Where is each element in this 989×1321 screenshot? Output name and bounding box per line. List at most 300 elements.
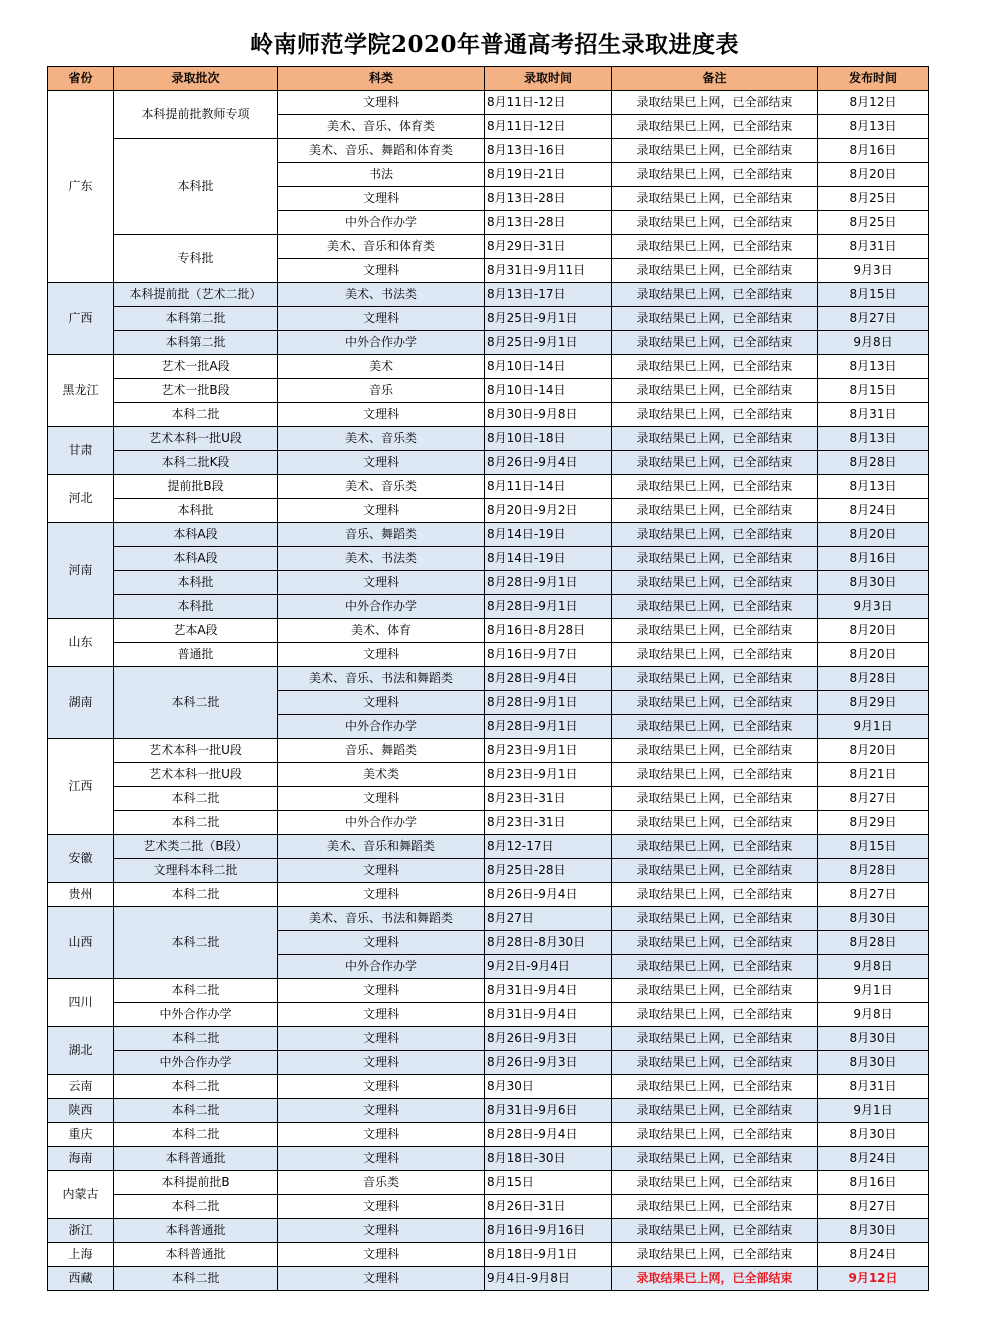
publish-time-cell: 8月30日 — [818, 907, 929, 931]
publish-time-cell: 8月16日 — [818, 1171, 929, 1195]
admission-time-cell: 8月16日-8月28日 — [485, 619, 612, 643]
admission-time-cell: 8月31日-9月4日 — [485, 979, 612, 1003]
province-cell: 湖南 — [48, 667, 114, 739]
batch-cell: 本科二批 — [114, 979, 278, 1003]
subject-cell: 文理科 — [278, 1051, 485, 1075]
table-row — [48, 1195, 929, 1219]
table-row — [48, 1243, 929, 1267]
table-row — [48, 427, 929, 451]
province-cell: 湖北 — [48, 1027, 114, 1075]
subject-cell: 美术、音乐和舞蹈类 — [278, 835, 485, 859]
batch-cell: 本科批 — [114, 139, 278, 235]
publish-time-cell: 8月27日 — [818, 1195, 929, 1219]
admission-time-cell: 8月23日-9月1日 — [485, 739, 612, 763]
table-row — [48, 787, 929, 811]
batch-cell: 本科二批 — [114, 1267, 278, 1291]
publish-time-cell: 8月24日 — [818, 1147, 929, 1171]
table-row — [48, 667, 929, 691]
note-cell: 录取结果已上网，已全部结束 — [612, 211, 818, 235]
table-row — [48, 643, 929, 667]
admission-time-cell: 8月31日-9月4日 — [485, 1003, 612, 1027]
admission-time-cell: 8月29日-31日 — [485, 235, 612, 259]
batch-cell: 艺术本科一批U段 — [114, 739, 278, 763]
subject-cell: 文理科 — [278, 931, 485, 955]
publish-time-cell: 8月15日 — [818, 379, 929, 403]
publish-time-cell: 8月31日 — [818, 1075, 929, 1099]
table-row — [48, 883, 929, 907]
subject-cell: 美术、体育 — [278, 619, 485, 643]
publish-time-cell: 8月15日 — [818, 283, 929, 307]
batch-cell: 提前批B段 — [114, 475, 278, 499]
admission-time-cell: 8月11日-14日 — [485, 475, 612, 499]
admission-time-cell: 8月26日-31日 — [485, 1195, 612, 1219]
province-cell: 海南 — [48, 1147, 114, 1171]
subject-cell: 文理科 — [278, 1195, 485, 1219]
publish-time-cell: 8月20日 — [818, 739, 929, 763]
batch-cell: 本科批 — [114, 595, 278, 619]
admission-time-cell: 8月20日-9月2日 — [485, 499, 612, 523]
batch-cell: 本科二批 — [114, 811, 278, 835]
admission-time-cell: 8月10日-14日 — [485, 355, 612, 379]
province-cell: 安徽 — [48, 835, 114, 883]
publish-time-cell: 8月30日 — [818, 571, 929, 595]
province-cell: 四川 — [48, 979, 114, 1027]
admission-time-cell: 8月14日-19日 — [485, 547, 612, 571]
table-row — [48, 1219, 929, 1243]
batch-cell: 艺术本科一批U段 — [114, 427, 278, 451]
admission-time-cell: 9月4日-9月8日 — [485, 1267, 612, 1291]
note-cell: 录取结果已上网，已全部结束 — [612, 835, 818, 859]
subject-cell: 文理科 — [278, 1027, 485, 1051]
publish-time-cell: 8月28日 — [818, 667, 929, 691]
table-row — [48, 907, 929, 931]
subject-cell: 文理科 — [278, 259, 485, 283]
publish-time-cell: 8月20日 — [818, 523, 929, 547]
batch-cell: 本科二批 — [114, 667, 278, 739]
subject-cell: 美术、音乐、舞蹈和体育类 — [278, 139, 485, 163]
header-publish-time: 发布时间 — [818, 67, 929, 91]
subject-cell: 文理科 — [278, 403, 485, 427]
publish-time-cell: 9月3日 — [818, 595, 929, 619]
admission-time-cell: 8月23日-9月1日 — [485, 763, 612, 787]
note-cell: 录取结果已上网，已全部结束 — [612, 595, 818, 619]
table-row — [48, 283, 929, 307]
note-cell: 录取结果已上网，已全部结束 — [612, 139, 818, 163]
batch-cell: 中外合作办学 — [114, 1051, 278, 1075]
admission-progress-table — [47, 66, 929, 1291]
publish-time-cell: 8月20日 — [818, 163, 929, 187]
admission-time-cell: 8月31日-9月11日 — [485, 259, 612, 283]
subject-cell: 美术、音乐类 — [278, 427, 485, 451]
publish-time-cell: 8月28日 — [818, 451, 929, 475]
subject-cell: 文理科 — [278, 1099, 485, 1123]
publish-time-cell: 8月15日 — [818, 835, 929, 859]
publish-time-cell: 8月30日 — [818, 1219, 929, 1243]
batch-cell: 艺术一批A段 — [114, 355, 278, 379]
province-cell: 江西 — [48, 739, 114, 835]
table-row — [48, 571, 929, 595]
note-cell: 录取结果已上网，已全部结束 — [612, 1171, 818, 1195]
publish-time-cell: 9月8日 — [818, 1003, 929, 1027]
publish-time-cell: 8月25日 — [818, 211, 929, 235]
publish-time-cell: 8月20日 — [818, 619, 929, 643]
subject-cell: 文理科 — [278, 1003, 485, 1027]
note-cell: 录取结果已上网，已全部结束 — [612, 1123, 818, 1147]
province-cell: 广西 — [48, 283, 114, 355]
table-row — [48, 235, 929, 259]
admission-time-cell: 8月18日-30日 — [485, 1147, 612, 1171]
admission-time-cell: 8月25日-9月1日 — [485, 331, 612, 355]
subject-cell: 美术、音乐类 — [278, 475, 485, 499]
publish-time-cell: 8月30日 — [818, 1027, 929, 1051]
publish-time-cell: 8月30日 — [818, 1051, 929, 1075]
batch-cell: 文理科本科二批 — [114, 859, 278, 883]
note-cell: 录取结果已上网，已全部结束 — [612, 499, 818, 523]
publish-time-cell: 8月21日 — [818, 763, 929, 787]
province-cell: 甘肃 — [48, 427, 114, 475]
batch-cell: 本科二批 — [114, 787, 278, 811]
batch-cell: 艺术类二批（B段） — [114, 835, 278, 859]
subject-cell: 文理科 — [278, 571, 485, 595]
publish-time-cell: 8月16日 — [818, 547, 929, 571]
admission-time-cell: 8月13日-28日 — [485, 211, 612, 235]
note-cell: 录取结果已上网，已全部结束 — [612, 379, 818, 403]
admission-time-cell: 8月28日-9月1日 — [485, 691, 612, 715]
subject-cell: 音乐、舞蹈类 — [278, 523, 485, 547]
subject-cell: 美术、书法类 — [278, 283, 485, 307]
note-cell: 录取结果已上网，已全部结束 — [612, 1003, 818, 1027]
note-cell: 录取结果已上网，已全部结束 — [612, 715, 818, 739]
subject-cell: 文理科 — [278, 451, 485, 475]
admission-time-cell: 8月13日-17日 — [485, 283, 612, 307]
admission-time-cell: 8月15日 — [485, 1171, 612, 1195]
admission-time-cell: 8月26日-9月4日 — [485, 451, 612, 475]
province-cell: 贵州 — [48, 883, 114, 907]
subject-cell: 音乐 — [278, 379, 485, 403]
table-row — [48, 1099, 929, 1123]
publish-time-cell: 8月28日 — [818, 859, 929, 883]
table-row — [48, 355, 929, 379]
header-province: 省份 — [48, 67, 114, 91]
publish-time-cell: 9月1日 — [818, 979, 929, 1003]
note-cell: 录取结果已上网，已全部结束 — [612, 931, 818, 955]
admission-time-cell: 8月11日-12日 — [485, 115, 612, 139]
admission-time-cell: 8月10日-18日 — [485, 427, 612, 451]
publish-time-cell: 9月3日 — [818, 259, 929, 283]
province-cell: 上海 — [48, 1243, 114, 1267]
note-cell: 录取结果已上网，已全部结束 — [612, 979, 818, 1003]
subject-cell: 文理科 — [278, 1147, 485, 1171]
admission-time-cell: 8月28日-8月30日 — [485, 931, 612, 955]
table-row — [48, 1075, 929, 1099]
table-row — [48, 1171, 929, 1195]
table-row — [48, 763, 929, 787]
subject-cell: 文理科 — [278, 643, 485, 667]
publish-time-cell: 8月29日 — [818, 691, 929, 715]
batch-cell: 本科普通批 — [114, 1243, 278, 1267]
publish-time-cell: 8月31日 — [818, 235, 929, 259]
batch-cell: 本科普通批 — [114, 1147, 278, 1171]
table-row — [48, 451, 929, 475]
note-cell: 录取结果已上网，已全部结束 — [612, 571, 818, 595]
table-row — [48, 739, 929, 763]
header-batch: 录取批次 — [114, 67, 278, 91]
note-cell: 录取结果已上网，已全部结束 — [612, 259, 818, 283]
table-row — [48, 1267, 929, 1291]
publish-time-cell: 8月27日 — [818, 787, 929, 811]
subject-cell: 文理科 — [278, 1267, 485, 1291]
admission-time-cell: 8月28日-9月1日 — [485, 595, 612, 619]
note-cell: 录取结果已上网，已全部结束 — [612, 1243, 818, 1267]
note-cell: 录取结果已上网，已全部结束 — [612, 1267, 818, 1291]
batch-cell: 本科批 — [114, 571, 278, 595]
subject-cell: 美术、音乐、体育类 — [278, 115, 485, 139]
note-cell: 录取结果已上网，已全部结束 — [612, 547, 818, 571]
batch-cell: 本科二批 — [114, 1123, 278, 1147]
note-cell: 录取结果已上网，已全部结束 — [612, 1051, 818, 1075]
province-cell: 黑龙江 — [48, 355, 114, 427]
subject-cell: 美术、音乐、书法和舞蹈类 — [278, 667, 485, 691]
publish-time-cell: 9月8日 — [818, 955, 929, 979]
note-cell: 录取结果已上网，已全部结束 — [612, 907, 818, 931]
publish-time-cell: 9月8日 — [818, 331, 929, 355]
admission-time-cell: 8月16日-9月7日 — [485, 643, 612, 667]
admission-time-cell: 8月25日-28日 — [485, 859, 612, 883]
table-row — [48, 1147, 929, 1171]
admission-time-cell: 8月27日 — [485, 907, 612, 931]
publish-time-cell: 9月12日 — [818, 1267, 929, 1291]
admission-time-cell: 8月14日-19日 — [485, 523, 612, 547]
admission-time-cell: 8月31日-9月6日 — [485, 1099, 612, 1123]
subject-cell: 中外合作办学 — [278, 811, 485, 835]
table-row — [48, 331, 929, 355]
batch-cell: 本科二批 — [114, 1099, 278, 1123]
province-cell: 西藏 — [48, 1267, 114, 1291]
publish-time-cell: 8月27日 — [818, 883, 929, 907]
note-cell: 录取结果已上网，已全部结束 — [612, 523, 818, 547]
note-cell: 录取结果已上网，已全部结束 — [612, 187, 818, 211]
batch-cell: 艺术一批B段 — [114, 379, 278, 403]
admission-time-cell: 8月26日-9月3日 — [485, 1027, 612, 1051]
table-row — [48, 1123, 929, 1147]
subject-cell: 文理科 — [278, 187, 485, 211]
publish-time-cell: 8月31日 — [818, 403, 929, 427]
table-row — [48, 139, 929, 163]
subject-cell: 文理科 — [278, 1123, 485, 1147]
table-header-row — [48, 67, 929, 91]
note-cell: 录取结果已上网，已全部结束 — [612, 283, 818, 307]
subject-cell: 中外合作办学 — [278, 331, 485, 355]
batch-cell: 专科批 — [114, 235, 278, 283]
subject-cell: 美术、音乐和体育类 — [278, 235, 485, 259]
table-row — [48, 835, 929, 859]
note-cell: 录取结果已上网，已全部结束 — [612, 691, 818, 715]
admission-time-cell: 8月28日-9月1日 — [485, 571, 612, 595]
batch-cell: 本科提前批B — [114, 1171, 278, 1195]
batch-cell: 本科提前批教师专项 — [114, 91, 278, 139]
admission-time-cell: 8月26日-9月3日 — [485, 1051, 612, 1075]
batch-cell: 本科二批 — [114, 403, 278, 427]
publish-time-cell: 9月1日 — [818, 1099, 929, 1123]
batch-cell: 普通批 — [114, 643, 278, 667]
table-body — [48, 91, 929, 1291]
batch-cell: 本科二批 — [114, 1195, 278, 1219]
subject-cell: 文理科 — [278, 883, 485, 907]
province-cell: 云南 — [48, 1075, 114, 1099]
table-row — [48, 475, 929, 499]
admission-time-cell: 8月30日 — [485, 1075, 612, 1099]
batch-cell: 中外合作办学 — [114, 1003, 278, 1027]
province-cell: 陕西 — [48, 1099, 114, 1123]
batch-cell: 艺本A段 — [114, 619, 278, 643]
subject-cell: 美术、书法类 — [278, 547, 485, 571]
province-cell: 内蒙古 — [48, 1171, 114, 1219]
note-cell: 录取结果已上网，已全部结束 — [612, 1027, 818, 1051]
batch-cell: 本科二批 — [114, 907, 278, 979]
subject-cell: 音乐、舞蹈类 — [278, 739, 485, 763]
batch-cell: 本科批 — [114, 499, 278, 523]
note-cell: 录取结果已上网，已全部结束 — [612, 883, 818, 907]
table-row — [48, 1003, 929, 1027]
subject-cell: 文理科 — [278, 307, 485, 331]
publish-time-cell: 8月25日 — [818, 187, 929, 211]
subject-cell: 文理科 — [278, 91, 485, 115]
note-cell: 录取结果已上网，已全部结束 — [612, 451, 818, 475]
publish-time-cell: 8月12日 — [818, 91, 929, 115]
batch-cell: 本科A段 — [114, 547, 278, 571]
note-cell: 录取结果已上网，已全部结束 — [612, 403, 818, 427]
publish-time-cell: 8月13日 — [818, 115, 929, 139]
note-cell: 录取结果已上网，已全部结束 — [612, 1195, 818, 1219]
subject-cell: 中外合作办学 — [278, 211, 485, 235]
publish-time-cell: 8月13日 — [818, 475, 929, 499]
table-row — [48, 979, 929, 1003]
publish-time-cell: 8月29日 — [818, 811, 929, 835]
subject-cell: 音乐类 — [278, 1171, 485, 1195]
publish-time-cell: 8月13日 — [818, 427, 929, 451]
subject-cell: 文理科 — [278, 1075, 485, 1099]
publish-time-cell: 8月24日 — [818, 1243, 929, 1267]
publish-time-cell: 8月13日 — [818, 355, 929, 379]
subject-cell: 文理科 — [278, 1219, 485, 1243]
note-cell: 录取结果已上网，已全部结束 — [612, 739, 818, 763]
admission-time-cell: 8月13日-28日 — [485, 187, 612, 211]
header-subject: 科类 — [278, 67, 485, 91]
admission-time-cell: 8月28日-9月4日 — [485, 667, 612, 691]
note-cell: 录取结果已上网，已全部结束 — [612, 115, 818, 139]
subject-cell: 文理科 — [278, 1243, 485, 1267]
note-cell: 录取结果已上网，已全部结束 — [612, 763, 818, 787]
batch-cell: 本科二批 — [114, 883, 278, 907]
batch-cell: 本科第二批 — [114, 307, 278, 331]
header-note: 备注 — [612, 67, 818, 91]
table-row — [48, 403, 929, 427]
batch-cell: 本科提前批（艺术二批） — [114, 283, 278, 307]
note-cell: 录取结果已上网，已全部结束 — [612, 427, 818, 451]
table-row — [48, 523, 929, 547]
note-cell: 录取结果已上网，已全部结束 — [612, 235, 818, 259]
table-row — [48, 91, 929, 115]
admission-time-cell: 8月13日-16日 — [485, 139, 612, 163]
page-title: 岭南师范学院2020年普通高考招生录取进度表 — [249, 31, 739, 58]
publish-time-cell: 9月1日 — [818, 715, 929, 739]
note-cell: 录取结果已上网，已全部结束 — [612, 619, 818, 643]
admission-time-cell: 8月10日-14日 — [485, 379, 612, 403]
subject-cell: 文理科 — [278, 859, 485, 883]
note-cell: 录取结果已上网，已全部结束 — [612, 1147, 818, 1171]
note-cell: 录取结果已上网，已全部结束 — [612, 667, 818, 691]
note-cell: 录取结果已上网，已全部结束 — [612, 859, 818, 883]
admission-time-cell: 8月11日-12日 — [485, 91, 612, 115]
admission-time-cell: 8月28日-9月1日 — [485, 715, 612, 739]
note-cell: 录取结果已上网，已全部结束 — [612, 1075, 818, 1099]
note-cell: 录取结果已上网，已全部结束 — [612, 643, 818, 667]
table-row — [48, 379, 929, 403]
province-cell: 重庆 — [48, 1123, 114, 1147]
subject-cell: 中外合作办学 — [278, 715, 485, 739]
province-cell: 山东 — [48, 619, 114, 667]
subject-cell: 文理科 — [278, 979, 485, 1003]
admission-time-cell: 8月16日-9月16日 — [485, 1219, 612, 1243]
province-cell: 广东 — [48, 91, 114, 283]
admission-time-cell: 8月30日-9月8日 — [485, 403, 612, 427]
batch-cell: 本科普通批 — [114, 1219, 278, 1243]
publish-time-cell: 8月27日 — [818, 307, 929, 331]
admission-time-cell: 8月23日-31日 — [485, 811, 612, 835]
subject-cell: 文理科 — [278, 691, 485, 715]
province-cell: 河南 — [48, 523, 114, 619]
batch-cell: 本科第二批 — [114, 331, 278, 355]
province-cell: 河北 — [48, 475, 114, 523]
province-cell: 山西 — [48, 907, 114, 979]
publish-time-cell: 8月20日 — [818, 643, 929, 667]
table-row — [48, 619, 929, 643]
publish-time-cell: 8月24日 — [818, 499, 929, 523]
publish-time-cell: 8月16日 — [818, 139, 929, 163]
publish-time-cell: 8月30日 — [818, 1123, 929, 1147]
admission-time-cell: 8月23日-31日 — [485, 787, 612, 811]
province-cell: 浙江 — [48, 1219, 114, 1243]
subject-cell: 美术类 — [278, 763, 485, 787]
subject-cell: 文理科 — [278, 787, 485, 811]
subject-cell: 书法 — [278, 163, 485, 187]
admission-time-cell: 9月2日-9月4日 — [485, 955, 612, 979]
table-row — [48, 1051, 929, 1075]
admission-time-cell: 8月26日-9月4日 — [485, 883, 612, 907]
batch-cell: 本科二批 — [114, 1075, 278, 1099]
note-cell: 录取结果已上网，已全部结束 — [612, 811, 818, 835]
note-cell: 录取结果已上网，已全部结束 — [612, 91, 818, 115]
note-cell: 录取结果已上网，已全部结束 — [612, 1099, 818, 1123]
table-row — [48, 859, 929, 883]
subject-cell: 中外合作办学 — [278, 955, 485, 979]
admission-time-cell: 8月19日-21日 — [485, 163, 612, 187]
batch-cell: 本科二批 — [114, 1027, 278, 1051]
batch-cell: 本科A段 — [114, 523, 278, 547]
note-cell: 录取结果已上网，已全部结束 — [612, 475, 818, 499]
table-row — [48, 811, 929, 835]
table-row — [48, 595, 929, 619]
note-cell: 录取结果已上网，已全部结束 — [612, 955, 818, 979]
admission-time-cell: 8月25日-9月1日 — [485, 307, 612, 331]
table-row — [48, 1027, 929, 1051]
batch-cell: 艺术本科一批U段 — [114, 763, 278, 787]
subject-cell: 美术、音乐、书法和舞蹈类 — [278, 907, 485, 931]
table-row — [48, 547, 929, 571]
batch-cell: 本科二批K段 — [114, 451, 278, 475]
admission-time-cell: 8月12-17日 — [485, 835, 612, 859]
note-cell: 录取结果已上网，已全部结束 — [612, 787, 818, 811]
